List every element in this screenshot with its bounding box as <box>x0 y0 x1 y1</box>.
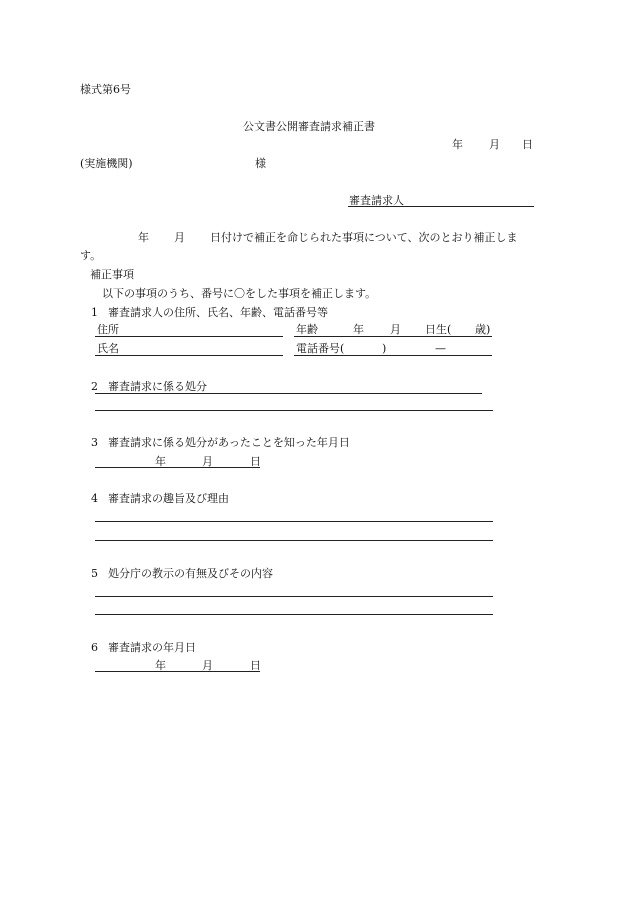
item2-line-2 <box>95 410 493 411</box>
item5-heading: 処分庁の教示の有無及びその内容 <box>108 567 273 580</box>
item6-day: 日 <box>250 659 261 672</box>
item4-line-2 <box>95 540 493 541</box>
name-line <box>95 355 283 356</box>
agency-label: (実施機関) <box>80 157 133 170</box>
phone-paren-close: ) <box>382 342 387 355</box>
requester-label: 審査請求人 <box>349 194 404 207</box>
item2-heading: 審査請求に係る処分 <box>108 380 207 393</box>
birth-year: 年 <box>353 323 364 336</box>
item6-heading: 審査請求の年月日 <box>108 641 196 654</box>
address-label: 住所 <box>97 323 119 336</box>
intro-year: 年 <box>138 231 149 244</box>
date-top-month: 月 <box>489 138 500 151</box>
date-top-day: 日 <box>522 138 533 151</box>
page-title: 公文書公開審査請求補正書 <box>243 120 375 133</box>
section-heading: 補正事項 <box>90 268 134 281</box>
phone-label: 電話番号( <box>296 342 345 355</box>
item3-year: 年 <box>155 455 166 468</box>
item3-day: 日 <box>250 455 261 468</box>
item4-line-1 <box>95 521 493 522</box>
item4-number: 4 <box>91 492 98 505</box>
age-line <box>294 336 492 337</box>
item5-line-2 <box>95 614 493 615</box>
intro-text: 日付けで補正を命じられた事項について、次のとおり補正しま <box>210 231 518 244</box>
intro-month: 月 <box>174 231 185 244</box>
intro-text-cont: す。 <box>80 249 102 262</box>
item2-line-1 <box>95 393 482 394</box>
item6-number: 6 <box>91 641 98 654</box>
agency-honorific: 様 <box>255 157 266 170</box>
item2-number: 2 <box>91 380 98 393</box>
item1-heading: 審査請求人の住所、氏名、年齢、電話番号等 <box>108 306 328 319</box>
item4-heading: 審査請求の趣旨及び理由 <box>108 492 229 505</box>
item5-line-1 <box>95 596 493 597</box>
address-line <box>95 336 283 337</box>
phone-dash: — <box>435 342 446 355</box>
item1-number: 1 <box>91 306 98 319</box>
name-label: 氏名 <box>97 342 119 355</box>
phone-line <box>294 355 492 356</box>
instruction-text: 以下の事項のうち、番号に〇をした事項を補正します。 <box>102 287 377 300</box>
birth-month: 月 <box>390 323 401 336</box>
age-label: 年齢 <box>296 323 318 336</box>
item3-heading: 審査請求に係る処分があったことを知った年月日 <box>108 436 350 449</box>
item6-year: 年 <box>155 659 166 672</box>
item5-number: 5 <box>91 567 98 580</box>
date-top-year: 年 <box>452 138 463 151</box>
birth-day-suffix: 日生( <box>425 323 452 336</box>
item6-month: 月 <box>202 659 213 672</box>
form-number: 様式第6号 <box>80 83 131 96</box>
item3-month: 月 <box>202 455 213 468</box>
item3-line <box>95 467 260 468</box>
requester-signature-line <box>348 206 534 207</box>
item6-line <box>95 671 260 672</box>
age-suffix: 歳) <box>475 323 491 336</box>
item3-number: 3 <box>91 436 98 449</box>
